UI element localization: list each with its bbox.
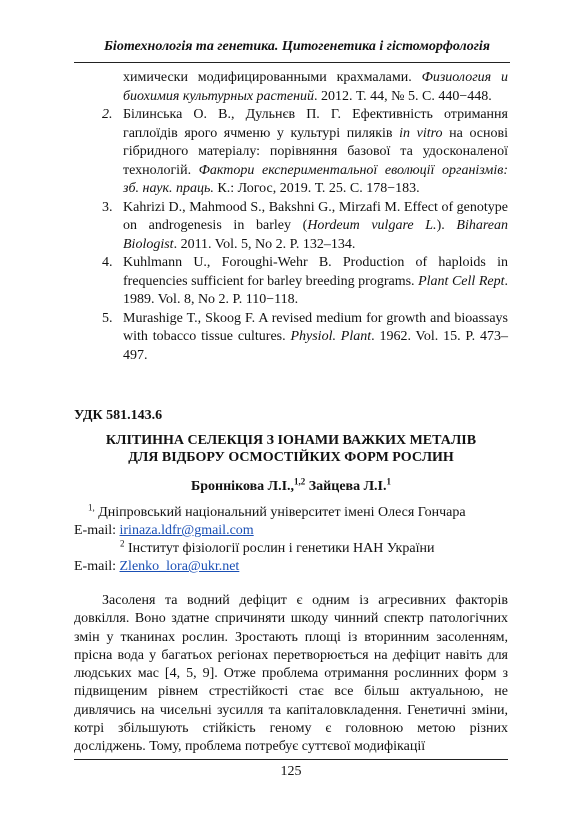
affiliation-text: Інститут фізіології рослин і генетики НАН України — [124, 541, 435, 556]
author-name: Броннікова Л.І., — [191, 479, 295, 494]
body-paragraph: Засоленя та водний дефіцит є одним із агресивних факторів довкілля. Воно здатне спричиняти шкоду чинний спектр патологічних змін у тканинах рослин. Зростають площі із вторинним засоленням, прісна вода у багатьох регіонах перетворюється на дефіцит навіть для людських мас [4, 5, 9]. Отже проблема отримання рослинних форм з підвищеним рівнем стрестійкості стає все більш актуальною, не дивлячись на чисельні зусилля та капіталовкладення. Генетичні зміни, котрі збільшують стійкість геному є головною метою різних досліджень. Тому, проблема потребує суттєвої модифікації — [74, 593, 508, 755]
page-number: 125 — [280, 764, 302, 779]
reference-italic-text: in vitro — [399, 125, 443, 141]
reference-text: Kuhlmann U., Foroughi-Wehr B. Production of haploids in frequencies sufficient for barley breeding programs. — [123, 255, 508, 289]
reference-text: Murashige T., Skoog F. A revised medium for growth and bioassays with tobacco tissue cultures. — [123, 310, 508, 344]
reference-italic-text: Physiol. Plant — [290, 329, 372, 344]
email-line-2 — [74, 558, 508, 576]
reference-text: на основі гібридного матеріалу: порівняння базової та удосконаленої технологій. — [123, 125, 509, 178]
reference-number: 2. — [102, 107, 113, 122]
reference-item — [74, 254, 508, 310]
reference-italic-text: Plant Cell Rept — [418, 273, 505, 289]
reference-item — [74, 199, 508, 255]
affiliation-text: Дніпровський національний університет імені Олеся Гончара — [94, 505, 466, 520]
affiliation-2 — [74, 540, 508, 558]
reference-text: К.: Логос, 2019. Т. 25. С. 178−183. — [213, 181, 420, 196]
running-header: Біотехнологія та генетика. Цитогенетика і гістоморфологія — [104, 39, 490, 54]
author-affiliation-mark: 1,2 — [294, 476, 306, 487]
email-label: E-mail: — [74, 559, 120, 574]
reference-item — [74, 106, 508, 199]
reference-number: 3. — [102, 199, 113, 215]
article-title-line: ДЛЯ ВІДБОРУ ОСМОСТІЙКИХ ФОРМ РОСЛИН — [128, 450, 454, 465]
reference-list — [74, 69, 508, 365]
reference-number: 4. — [102, 255, 113, 270]
email-link-2[interactable]: Zlenko_lora@ukr.net — [119, 559, 240, 574]
reference-text: ). — [436, 218, 457, 233]
affiliation-1 — [74, 504, 508, 522]
udk-code: УДК 581.143.6 — [74, 408, 163, 423]
reference-italic-text: Физиология и биохимия культурных растений — [123, 70, 508, 104]
footer-divider — [74, 759, 508, 760]
article-title-line: КЛІТИННА СЕЛЕКЦІЯ З ІОНАМИ ВАЖКИХ МЕТАЛІВ — [105, 433, 477, 448]
author-name: Зайцева Л.І. — [305, 479, 387, 494]
email-link-1[interactable]: irinaza.ldfr@gmail.com — [119, 523, 254, 538]
article-title — [74, 432, 508, 466]
reference-text: . 2011. Vol. 5, No 2. P. 132–134. — [173, 236, 356, 252]
reference-italic-text: Hordeum vulgare L. — [307, 218, 437, 233]
reference-italic-text: Фактори експериментальної еволюції організмів: зб. наук. праць. — [123, 162, 508, 196]
email-line-1 — [74, 522, 508, 540]
header-divider — [74, 62, 510, 63]
reference-text: химически модифицированными крахмалами. — [123, 70, 422, 85]
reference-number: 5. — [102, 310, 113, 326]
reference-text: . 1989. Vol. 8, No 2. P. 110−118. — [123, 273, 508, 307]
reference-italic-text: Biharean Biologist — [123, 218, 508, 252]
reference-item — [74, 310, 508, 366]
author-affiliation-mark: 1 — [386, 476, 391, 487]
reference-text: . 1962. Vol. 15. P. 473–497. — [123, 329, 508, 363]
reference-text: . 2012. Т. 44, № 5. С. 440−448. — [314, 88, 492, 104]
email-label: E-mail: — [74, 523, 120, 538]
reference-text: Kahrizi D., Mahmood S., Bakshni G., Mirzafi M. Effect of genotype on androgenesis in barley ( — [123, 199, 508, 233]
affiliation-mark: 2 — [120, 538, 125, 549]
affiliation-mark: 1, — [88, 502, 95, 513]
reference-item — [74, 69, 508, 106]
reference-text: Білинська О. В., Дульнєв П. Г. Ефективність отримання гаплоїдів ярого ячменю у культурі пиляків — [123, 107, 508, 141]
author-line — [74, 476, 508, 495]
